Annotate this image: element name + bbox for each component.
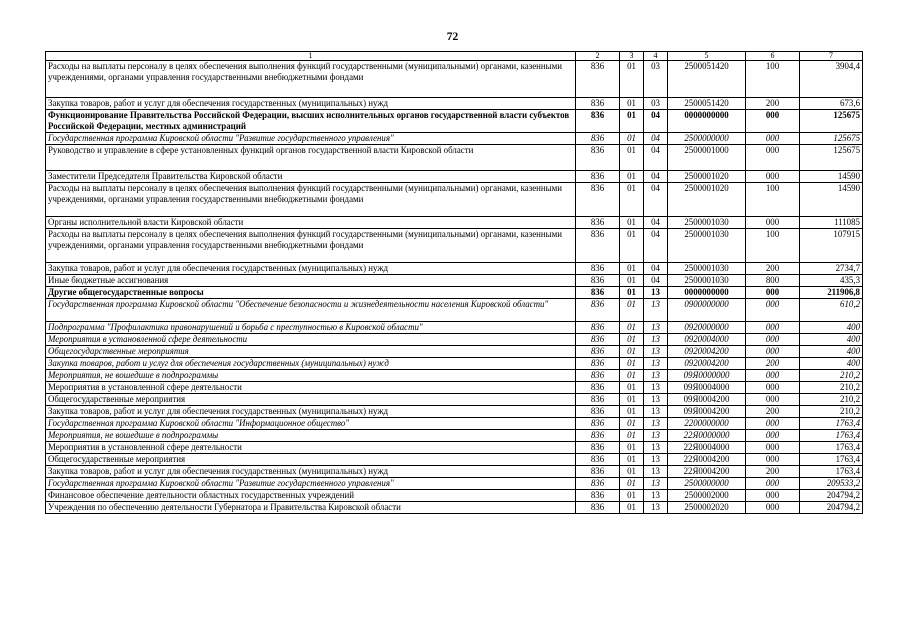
table-row	[46, 98, 863, 110]
row-amount-cell: 14590	[800, 183, 863, 217]
row-target-article-cell: 2500000000	[668, 133, 746, 145]
row-subsection-cell: 13	[644, 370, 668, 382]
header-col-1: 1	[46, 52, 576, 61]
row-subsection-cell: 13	[644, 322, 668, 334]
header-col-2: 2	[576, 52, 620, 61]
row-admin-code-cell: 836	[576, 61, 620, 98]
row-target-article-cell: 22Я0000000	[668, 430, 746, 442]
row-section-cell: 01	[620, 322, 644, 334]
row-section-cell: 01	[620, 98, 644, 110]
table-row	[46, 418, 863, 430]
row-section-cell: 01	[620, 61, 644, 98]
row-subsection-cell: 04	[644, 217, 668, 229]
row-expense-type-cell: 100	[746, 183, 800, 217]
row-section-cell: 01	[620, 287, 644, 299]
row-section-cell: 01	[620, 466, 644, 478]
row-expense-type-cell: 000	[746, 394, 800, 406]
row-admin-code-cell: 836	[576, 430, 620, 442]
row-expense-type-cell: 100	[746, 229, 800, 263]
row-subsection-cell: 04	[644, 263, 668, 275]
row-admin-code-cell: 836	[576, 466, 620, 478]
row-name-cell: Мероприятия в установленной сфере деятельности	[46, 382, 576, 394]
row-admin-code-cell: 836	[576, 442, 620, 454]
row-name-cell: Расходы на выплаты персоналу в целях обеспечения выполнения функций государственными (муниципальными) органами, казенными учреждениями, органами управления государственными внебюджетными фондами	[46, 61, 576, 98]
row-admin-code-cell: 836	[576, 370, 620, 382]
table-row	[46, 110, 863, 133]
budget-table	[45, 51, 863, 514]
row-amount-cell: 210,2	[800, 370, 863, 382]
table-row	[46, 133, 863, 145]
row-name-cell: Расходы на выплаты персоналу в целях обеспечения выполнения функций государственными (муниципальными) органами, казенными учреждениями, органами управления государственными внебюджетными фондами	[46, 229, 576, 263]
row-target-article-cell: 2500001030	[668, 217, 746, 229]
table-row	[46, 358, 863, 370]
row-admin-code-cell: 836	[576, 454, 620, 466]
row-section-cell: 01	[620, 299, 644, 322]
row-section-cell: 01	[620, 346, 644, 358]
row-admin-code-cell: 836	[576, 275, 620, 287]
table-row	[46, 478, 863, 490]
row-amount-cell: 125675	[800, 110, 863, 133]
row-target-article-cell: 09Я0004200	[668, 394, 746, 406]
row-subsection-cell: 13	[644, 406, 668, 418]
row-target-article-cell: 2500051420	[668, 98, 746, 110]
row-section-cell: 01	[620, 229, 644, 263]
row-section-cell: 01	[620, 490, 644, 502]
row-name-cell: Мероприятия, не вошедшие в подпрограммы	[46, 370, 576, 382]
row-subsection-cell: 04	[644, 110, 668, 133]
row-amount-cell: 204794,2	[800, 502, 863, 514]
table-row	[46, 382, 863, 394]
table-row	[46, 334, 863, 346]
row-expense-type-cell: 000	[746, 145, 800, 171]
row-amount-cell: 111085	[800, 217, 863, 229]
row-target-article-cell: 09Я0000000	[668, 370, 746, 382]
row-amount-cell: 610,2	[800, 299, 863, 322]
row-amount-cell: 1763,4	[800, 442, 863, 454]
row-expense-type-cell: 000	[746, 171, 800, 183]
table-row	[46, 406, 863, 418]
row-section-cell: 01	[620, 275, 644, 287]
row-admin-code-cell: 836	[576, 133, 620, 145]
row-amount-cell: 125675	[800, 133, 863, 145]
row-admin-code-cell: 836	[576, 98, 620, 110]
row-amount-cell: 435,3	[800, 275, 863, 287]
row-expense-type-cell: 200	[746, 358, 800, 370]
row-name-cell: Иные бюджетные ассигнования	[46, 275, 576, 287]
row-expense-type-cell: 000	[746, 454, 800, 466]
row-name-cell: Закупка товаров, работ и услуг для обеспечения государственных (муниципальных) нужд	[46, 263, 576, 275]
row-target-article-cell: 0000000000	[668, 110, 746, 133]
row-expense-type-cell: 000	[746, 382, 800, 394]
row-admin-code-cell: 836	[576, 322, 620, 334]
table-row	[46, 490, 863, 502]
row-target-article-cell: 2500000000	[668, 478, 746, 490]
row-subsection-cell: 13	[644, 382, 668, 394]
table-row	[46, 217, 863, 229]
row-subsection-cell: 13	[644, 490, 668, 502]
row-section-cell: 01	[620, 334, 644, 346]
row-section-cell: 01	[620, 394, 644, 406]
row-admin-code-cell: 836	[576, 287, 620, 299]
row-amount-cell: 2734,7	[800, 263, 863, 275]
row-subsection-cell: 13	[644, 502, 668, 514]
row-target-article-cell: 0900000000	[668, 299, 746, 322]
row-expense-type-cell: 000	[746, 442, 800, 454]
header-col-4: 4	[644, 52, 668, 61]
row-section-cell: 01	[620, 358, 644, 370]
row-target-article-cell: 0920004000	[668, 334, 746, 346]
row-amount-cell: 673,6	[800, 98, 863, 110]
row-amount-cell: 209533,2	[800, 478, 863, 490]
row-subsection-cell: 04	[644, 229, 668, 263]
row-admin-code-cell: 836	[576, 217, 620, 229]
row-target-article-cell: 22Я0004200	[668, 454, 746, 466]
row-target-article-cell: 2500001030	[668, 275, 746, 287]
row-admin-code-cell: 836	[576, 478, 620, 490]
row-name-cell: Государственная программа Кировской области "Развитие государственного управления"	[46, 133, 576, 145]
row-admin-code-cell: 836	[576, 110, 620, 133]
row-expense-type-cell: 000	[746, 110, 800, 133]
row-amount-cell: 107915	[800, 229, 863, 263]
row-expense-type-cell: 000	[746, 370, 800, 382]
row-name-cell: Другие общегосударственные вопросы	[46, 287, 576, 299]
row-target-article-cell: 2200000000	[668, 418, 746, 430]
row-amount-cell: 1763,4	[800, 454, 863, 466]
row-subsection-cell: 03	[644, 98, 668, 110]
row-name-cell: Закупка товаров, работ и услуг для обеспечения государственных (муниципальных) нужд	[46, 358, 576, 370]
row-subsection-cell: 13	[644, 346, 668, 358]
row-amount-cell: 1763,4	[800, 430, 863, 442]
row-subsection-cell: 04	[644, 183, 668, 217]
row-section-cell: 01	[620, 145, 644, 171]
row-section-cell: 01	[620, 442, 644, 454]
row-expense-type-cell: 200	[746, 263, 800, 275]
row-name-cell: Мероприятия в установленной сфере деятельности	[46, 334, 576, 346]
table-row	[46, 61, 863, 98]
row-expense-type-cell: 000	[746, 334, 800, 346]
row-admin-code-cell: 836	[576, 502, 620, 514]
row-expense-type-cell: 200	[746, 98, 800, 110]
row-amount-cell: 400	[800, 322, 863, 334]
table-row	[46, 370, 863, 382]
row-subsection-cell: 04	[644, 275, 668, 287]
table-row	[46, 275, 863, 287]
row-admin-code-cell: 836	[576, 183, 620, 217]
row-name-cell: Государственная программа Кировской области "Развитие государственного управления"	[46, 478, 576, 490]
row-section-cell: 01	[620, 217, 644, 229]
row-admin-code-cell: 836	[576, 358, 620, 370]
table-row	[46, 346, 863, 358]
table-row	[46, 502, 863, 514]
row-subsection-cell: 13	[644, 287, 668, 299]
row-name-cell: Учреждения по обеспечению деятельности Губернатора и Правительства Кировской области	[46, 502, 576, 514]
table-row	[46, 322, 863, 334]
row-admin-code-cell: 836	[576, 346, 620, 358]
row-target-article-cell: 2500001030	[668, 229, 746, 263]
row-amount-cell: 400	[800, 346, 863, 358]
row-expense-type-cell: 000	[746, 133, 800, 145]
row-expense-type-cell: 000	[746, 217, 800, 229]
table-row	[46, 442, 863, 454]
row-name-cell: Функционирование Правительства Российской Федерации, высших исполнительных органов государственной власти субъектов Российской Федерации, местных администраций	[46, 110, 576, 133]
row-target-article-cell: 2500001020	[668, 171, 746, 183]
row-name-cell: Общегосударственные мероприятия	[46, 394, 576, 406]
row-admin-code-cell: 836	[576, 263, 620, 275]
row-subsection-cell: 03	[644, 61, 668, 98]
table-row	[46, 430, 863, 442]
row-amount-cell: 211906,8	[800, 287, 863, 299]
row-subsection-cell: 13	[644, 334, 668, 346]
row-section-cell: 01	[620, 183, 644, 217]
table-row	[46, 171, 863, 183]
page-number: 72	[446, 31, 459, 43]
row-target-article-cell: 2500001030	[668, 263, 746, 275]
row-name-cell: Заместители Председателя Правительства Кировской области	[46, 171, 576, 183]
row-expense-type-cell: 200	[746, 406, 800, 418]
row-subsection-cell: 13	[644, 466, 668, 478]
row-name-cell: Общегосударственные мероприятия	[46, 346, 576, 358]
row-target-article-cell: 09Я0004200	[668, 406, 746, 418]
row-amount-cell: 1763,4	[800, 418, 863, 430]
row-admin-code-cell: 836	[576, 406, 620, 418]
row-target-article-cell: 2500002000	[668, 490, 746, 502]
row-target-article-cell: 09Я0004000	[668, 382, 746, 394]
row-name-cell: Закупка товаров, работ и услуг для обеспечения государственных (муниципальных) нужд	[46, 98, 576, 110]
header-col-5: 5	[668, 52, 746, 61]
table-header-row	[46, 52, 863, 61]
row-amount-cell: 1763,4	[800, 466, 863, 478]
row-section-cell: 01	[620, 110, 644, 133]
row-section-cell: 01	[620, 263, 644, 275]
header-col-3: 3	[620, 52, 644, 61]
row-section-cell: 01	[620, 133, 644, 145]
row-expense-type-cell: 000	[746, 490, 800, 502]
row-section-cell: 01	[620, 382, 644, 394]
table-row	[46, 466, 863, 478]
row-name-cell: Финансовое обеспечение деятельности областных государственных учреждений	[46, 490, 576, 502]
row-subsection-cell: 13	[644, 454, 668, 466]
row-section-cell: 01	[620, 418, 644, 430]
row-subsection-cell: 13	[644, 299, 668, 322]
row-subsection-cell: 04	[644, 133, 668, 145]
row-admin-code-cell: 836	[576, 229, 620, 263]
row-admin-code-cell: 836	[576, 490, 620, 502]
table-row	[46, 299, 863, 322]
row-subsection-cell: 04	[644, 145, 668, 171]
row-subsection-cell: 13	[644, 442, 668, 454]
row-subsection-cell: 13	[644, 478, 668, 490]
row-amount-cell: 210,2	[800, 394, 863, 406]
row-section-cell: 01	[620, 502, 644, 514]
row-subsection-cell: 04	[644, 171, 668, 183]
row-target-article-cell: 22Я0004200	[668, 466, 746, 478]
row-amount-cell: 210,2	[800, 406, 863, 418]
table-row	[46, 229, 863, 263]
row-name-cell: Мероприятия в установленной сфере деятельности	[46, 442, 576, 454]
row-section-cell: 01	[620, 370, 644, 382]
row-admin-code-cell: 836	[576, 145, 620, 171]
row-target-article-cell: 22Я0004000	[668, 442, 746, 454]
row-section-cell: 01	[620, 430, 644, 442]
row-subsection-cell: 13	[644, 430, 668, 442]
row-expense-type-cell: 000	[746, 346, 800, 358]
table-row	[46, 394, 863, 406]
row-name-cell: Государственная программа Кировской области "Обеспечение безопасности и жизнедеятельности населения Кировской области"	[46, 299, 576, 322]
row-subsection-cell: 13	[644, 418, 668, 430]
row-section-cell: 01	[620, 406, 644, 418]
table-row	[46, 263, 863, 275]
row-name-cell: Закупка товаров, работ и услуг для обеспечения государственных (муниципальных) нужд	[46, 466, 576, 478]
row-admin-code-cell: 836	[576, 382, 620, 394]
row-name-cell: Закупка товаров, работ и услуг для обеспечения государственных (муниципальных) нужд	[46, 406, 576, 418]
row-expense-type-cell: 000	[746, 502, 800, 514]
row-name-cell: Руководство и управление в сфере установленных функций органов государственной власти Кировской области	[46, 145, 576, 171]
row-expense-type-cell: 000	[746, 430, 800, 442]
row-name-cell: Государственная программа Кировской области "Информационное общество"	[46, 418, 576, 430]
table-row	[46, 287, 863, 299]
row-amount-cell: 204794,2	[800, 490, 863, 502]
row-name-cell: Мероприятия, не вошедшие в подпрограммы	[46, 430, 576, 442]
row-subsection-cell: 13	[644, 394, 668, 406]
row-amount-cell: 125675	[800, 145, 863, 171]
row-target-article-cell: 0920004200	[668, 358, 746, 370]
row-section-cell: 01	[620, 454, 644, 466]
row-name-cell: Общегосударственные мероприятия	[46, 454, 576, 466]
row-target-article-cell: 2500001000	[668, 145, 746, 171]
row-admin-code-cell: 836	[576, 334, 620, 346]
row-section-cell: 01	[620, 478, 644, 490]
row-target-article-cell: 2500051420	[668, 61, 746, 98]
row-target-article-cell: 0920000000	[668, 322, 746, 334]
header-col-7: 7	[800, 52, 863, 61]
row-amount-cell: 400	[800, 334, 863, 346]
row-expense-type-cell: 000	[746, 299, 800, 322]
row-admin-code-cell: 836	[576, 299, 620, 322]
row-target-article-cell: 2500002020	[668, 502, 746, 514]
table-row	[46, 145, 863, 171]
row-admin-code-cell: 836	[576, 171, 620, 183]
row-name-cell: Органы исполнительной власти Кировской области	[46, 217, 576, 229]
row-subsection-cell: 13	[644, 358, 668, 370]
row-expense-type-cell: 000	[746, 287, 800, 299]
table-row	[46, 183, 863, 217]
row-amount-cell: 400	[800, 358, 863, 370]
row-expense-type-cell: 000	[746, 478, 800, 490]
row-name-cell: Подпрограмма "Профилактика правонарушений и борьба с преступностью в Кировской области"	[46, 322, 576, 334]
header-col-6: 6	[746, 52, 800, 61]
row-amount-cell: 3904,4	[800, 61, 863, 98]
row-expense-type-cell: 200	[746, 466, 800, 478]
row-expense-type-cell: 100	[746, 61, 800, 98]
row-target-article-cell: 0920004200	[668, 346, 746, 358]
row-name-cell: Расходы на выплаты персоналу в целях обеспечения выполнения функций государственными (муниципальными) органами, казенными учреждениями, органами управления государственными внебюджетными фондами	[46, 183, 576, 217]
row-target-article-cell: 2500001020	[668, 183, 746, 217]
row-target-article-cell: 0000000000	[668, 287, 746, 299]
row-admin-code-cell: 836	[576, 394, 620, 406]
row-admin-code-cell: 836	[576, 418, 620, 430]
table-row	[46, 454, 863, 466]
row-section-cell: 01	[620, 171, 644, 183]
row-amount-cell: 14590	[800, 171, 863, 183]
row-expense-type-cell: 000	[746, 418, 800, 430]
row-amount-cell: 210,2	[800, 382, 863, 394]
row-expense-type-cell: 000	[746, 322, 800, 334]
row-expense-type-cell: 800	[746, 275, 800, 287]
